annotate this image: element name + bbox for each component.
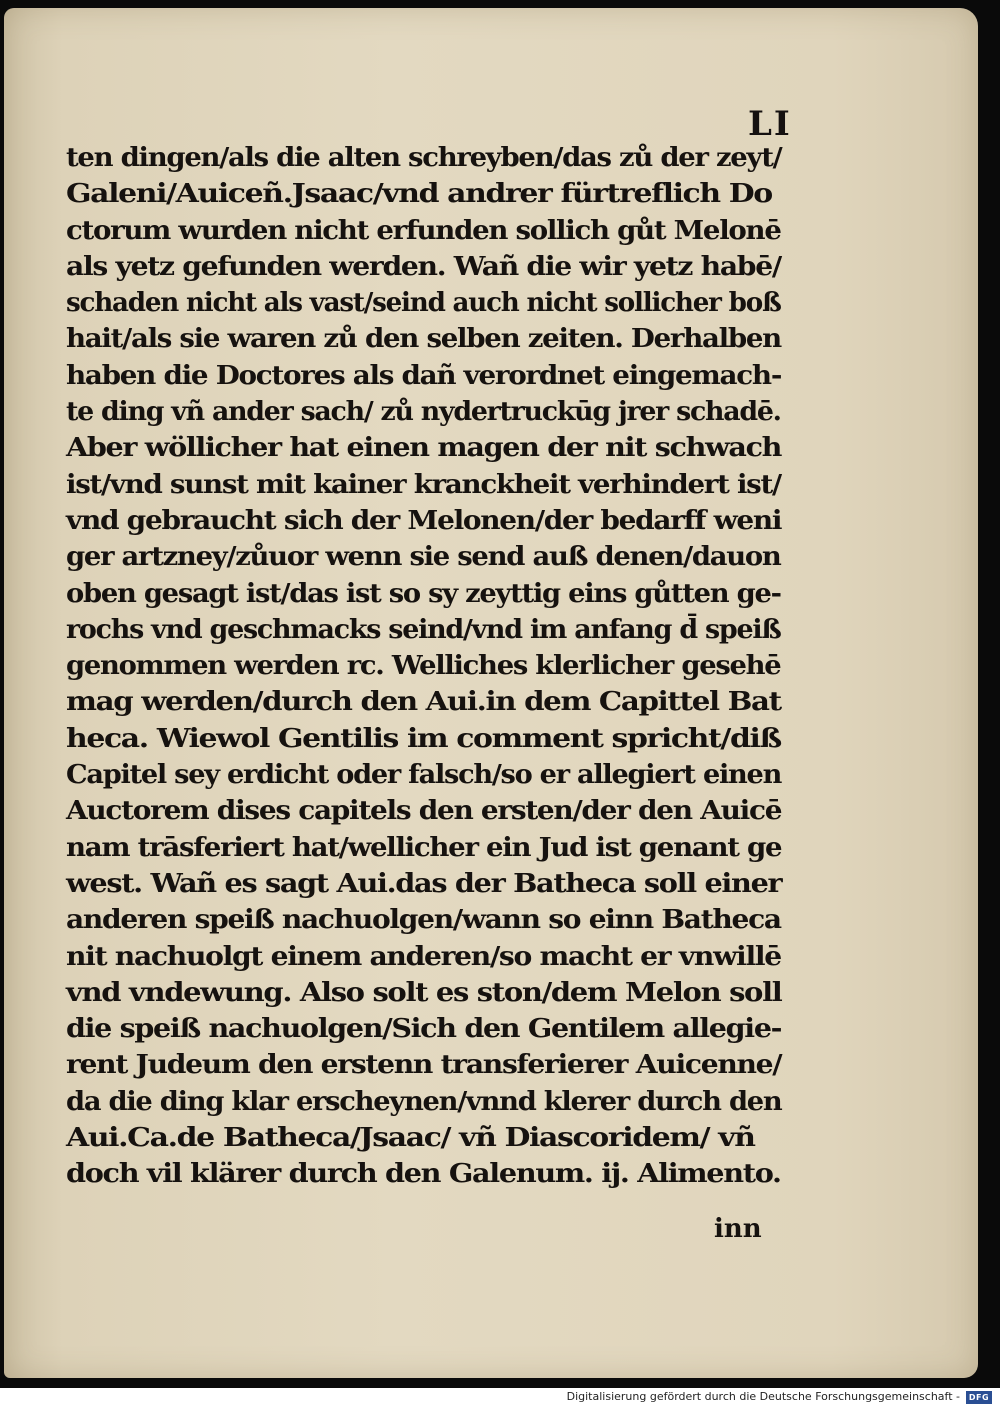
text-line: ger artzney/zůuor wenn sie send auß denen/dauon [66, 542, 781, 573]
body-text [66, 140, 786, 1193]
text-line: ten dingen/als die alten schreyben/das zů der zeyt/ [66, 143, 782, 173]
text-line: te ding vñ ander sach/ zů nydertruckūg jrer schadē. [66, 397, 781, 428]
book-page [4, 8, 978, 1378]
text-line: mag werden/durch den Aui.in dem Capittel Bat [66, 687, 781, 718]
text-line: ist/vnd sunst mit kainer kranckheit verhindert ist/ [66, 469, 781, 500]
dfg-logo-icon: DFG [966, 1391, 992, 1404]
text-line: ctorum wurden nicht erfunden sollich gůt Melonē [66, 215, 781, 246]
text-line: rent Judeum den erstenn transferierer Auicenne/ [66, 1050, 782, 1081]
text-line: Capitel sey erdicht oder falsch/so er allegiert einen [66, 760, 782, 791]
text-line: die speiß nachuolgen/Sich den Gentilem allegie- [66, 1014, 782, 1045]
text-line: schaden nicht als vast/seind auch nicht sollicher boß [66, 288, 781, 319]
text-line: oben gesagt ist/das ist so sy zeyttig eins gůtten ge- [66, 578, 781, 609]
catchword: inn [714, 1214, 762, 1244]
page-number: LI [748, 104, 792, 144]
text-line: als yetz gefunden werden. Wañ die wir yetz habē/ [66, 251, 781, 282]
text-line: nam trāsferiert hat/wellicher ein Jud ist genant ge [66, 832, 782, 863]
text-line: vnd gebraucht sich der Melonen/der bedarff weni [66, 505, 782, 536]
text-line: haben die Doctores als dañ verordnet eingemach- [66, 360, 782, 391]
text-line: heca. Wiewol Gentilis im comment spricht/diß [66, 723, 781, 754]
footer-bar [0, 1388, 1000, 1407]
text-line: da die ding klar erscheynen/vnnd klerer durch den [66, 1086, 782, 1117]
text-line: hait/als sie waren zů den selben zeiten. Derhalben [66, 324, 781, 355]
text-line: Aber wöllicher hat einen magen der nit schwach [66, 433, 782, 464]
text-line: vnd vndewung. Also solt es ston/dem Melon soll [66, 977, 782, 1008]
text-line: rochs vnd geschmacks seind/vnd im anfang d̄ speiß [66, 614, 781, 645]
text-line: nit nachuolgt einem anderen/so macht er vnwillē [66, 941, 781, 972]
text-line: Galeni/Auiceñ.Jsaac/vnd andrer fürtreflich Do [66, 179, 772, 210]
text-line: anderen speiß nachuolgen/wann so einn Batheca [66, 905, 781, 936]
text-line: genommen werden rc. Welliches klerlicher gesehē [66, 651, 781, 682]
text-line: Auctorem dises capitels den ersten/der den Auicē [66, 796, 782, 827]
funding-credit: Digitalisierung gefördert durch die Deutsche Forschungsgemeinschaft - [566, 1390, 960, 1403]
text-line: doch vil klärer durch den Galenum. ij. Alimento. [66, 1159, 781, 1190]
text-line: Aui.Ca.de Batheca/Jsaac/ vñ Diascoridem/ vñ [66, 1123, 755, 1154]
text-line: west. Wañ es sagt Aui.das der Batheca soll einer [66, 868, 782, 899]
